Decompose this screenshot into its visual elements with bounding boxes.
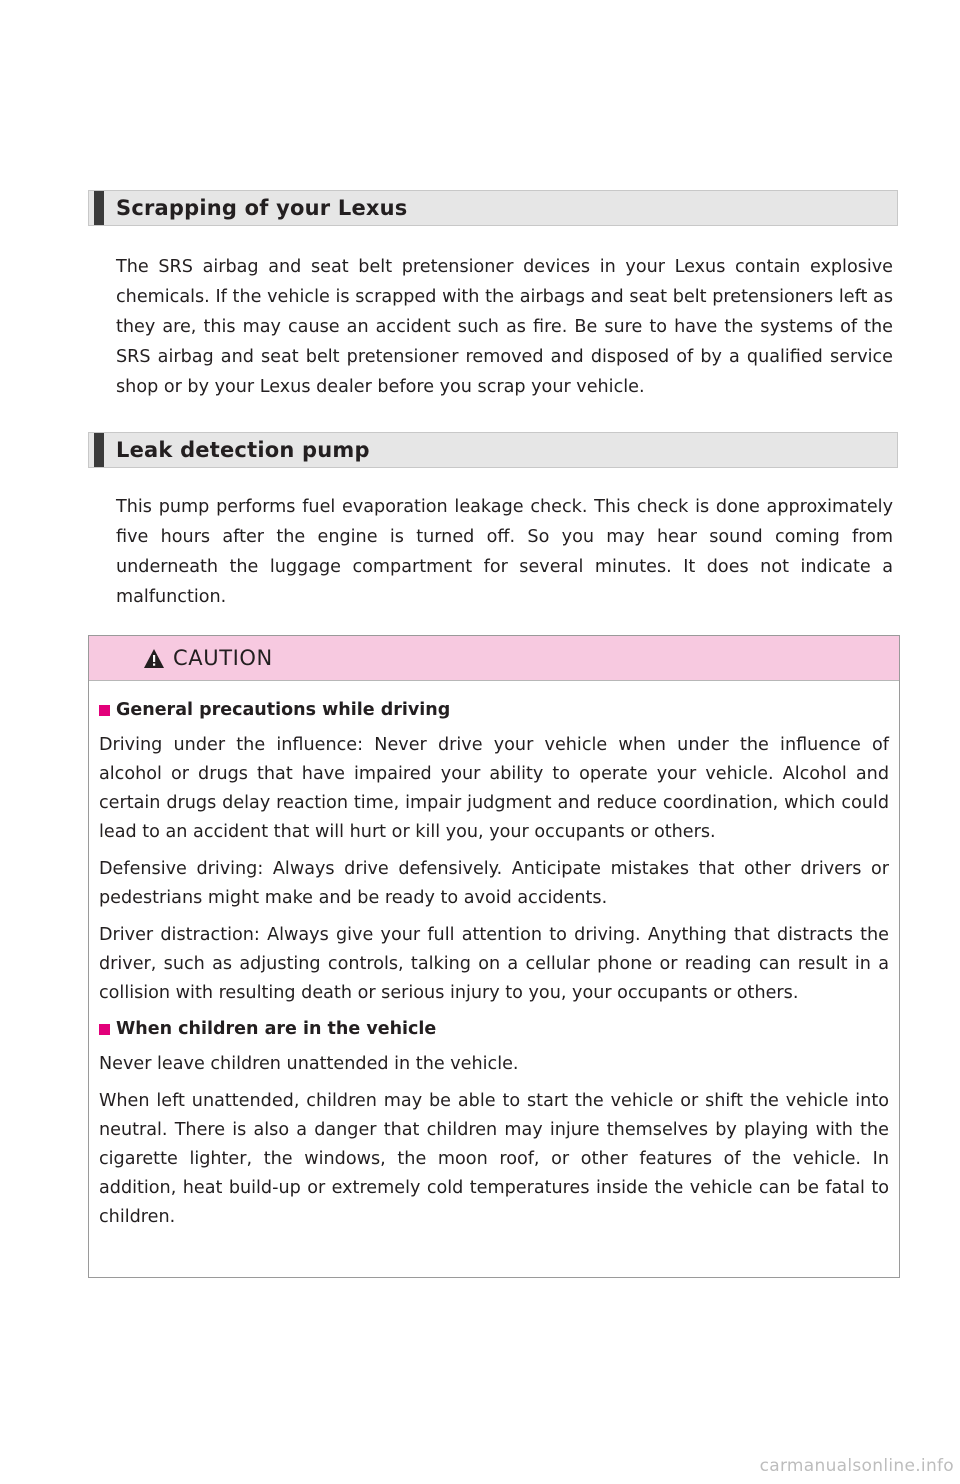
section-body-leak-detection: This pump performs fuel evaporation leakage check. This check is done approximately five hours after the engine is turned off. So you may hear sound coming from underneath the luggage compartment for several minutes. It does not indicate a malfunction. xyxy=(116,497,893,607)
section-body-scrapping: The SRS airbag and seat belt pretensioner devices in your Lexus contain explosive chemicals. If the vehicle is scrapped with the airbags and seat belt pretensioners left as they are, this may cause an accident such as fire. Be sure to have the systems of the SRS airbag and seat belt pretensioner removed and disposed of by a qualified service shop or by your Lexus dealer before you scrap your vehicle. xyxy=(116,257,893,397)
warning-triangle-icon xyxy=(143,648,165,669)
caution-paragraph: Driver distraction: Always give your full attention to driving. Anything that distracts the driver, such as adjusting controls, talking on a cellular phone or reading can result in a collision with resulting death or serious injury to you, your occupants or others. xyxy=(99,925,889,1003)
square-bullet-icon xyxy=(99,1024,110,1035)
caution-content xyxy=(89,681,899,1232)
caution-subheading-label: General precautions while driving xyxy=(116,700,451,720)
caution-title: CAUTION xyxy=(173,646,273,670)
caution-paragraph: Defensive driving: Always drive defensively. Anticipate mistakes that other drivers or pedestrians might make and be ready to avoid accidents. xyxy=(99,859,889,908)
section-header-leak-detection xyxy=(88,432,898,468)
caution-subheading-driving xyxy=(99,697,889,723)
square-bullet-icon xyxy=(99,705,110,716)
section-title: Scrapping of your Lexus xyxy=(116,196,408,220)
caution-paragraph: When left unattended, children may be able to start the vehicle or shift the vehicle into neutral. There is also a danger that children may injure themselves by playing with the cigarette lighter, the windows, the moon roof, or other features of the vehicle. In addition, heat build-up or extremely cold temperatures inside the vehicle can be fatal to children. xyxy=(99,1091,889,1227)
section-header-bar xyxy=(94,191,104,225)
caution-header xyxy=(89,636,899,681)
caution-box xyxy=(88,635,900,1278)
caution-paragraph: Driving under the influence: Never drive your vehicle when under the influence of alcohol or drugs that have impaired your ability to operate your vehicle. Alcohol and certain drugs delay reaction time, impair judgment and reduce coordination, which could lead to an accident that will hurt or kill you, your occupants or others. xyxy=(99,735,889,842)
section-header-scrapping xyxy=(88,190,898,226)
watermark: carmanualsonline.info xyxy=(759,1456,954,1476)
section-header-bar xyxy=(94,433,104,467)
caution-subheading-children xyxy=(99,1016,889,1042)
caution-subheading-label: When children are in the vehicle xyxy=(116,1019,437,1039)
section-title: Leak detection pump xyxy=(116,438,370,462)
caution-paragraph: Never leave children unattended in the vehicle. xyxy=(99,1054,519,1074)
